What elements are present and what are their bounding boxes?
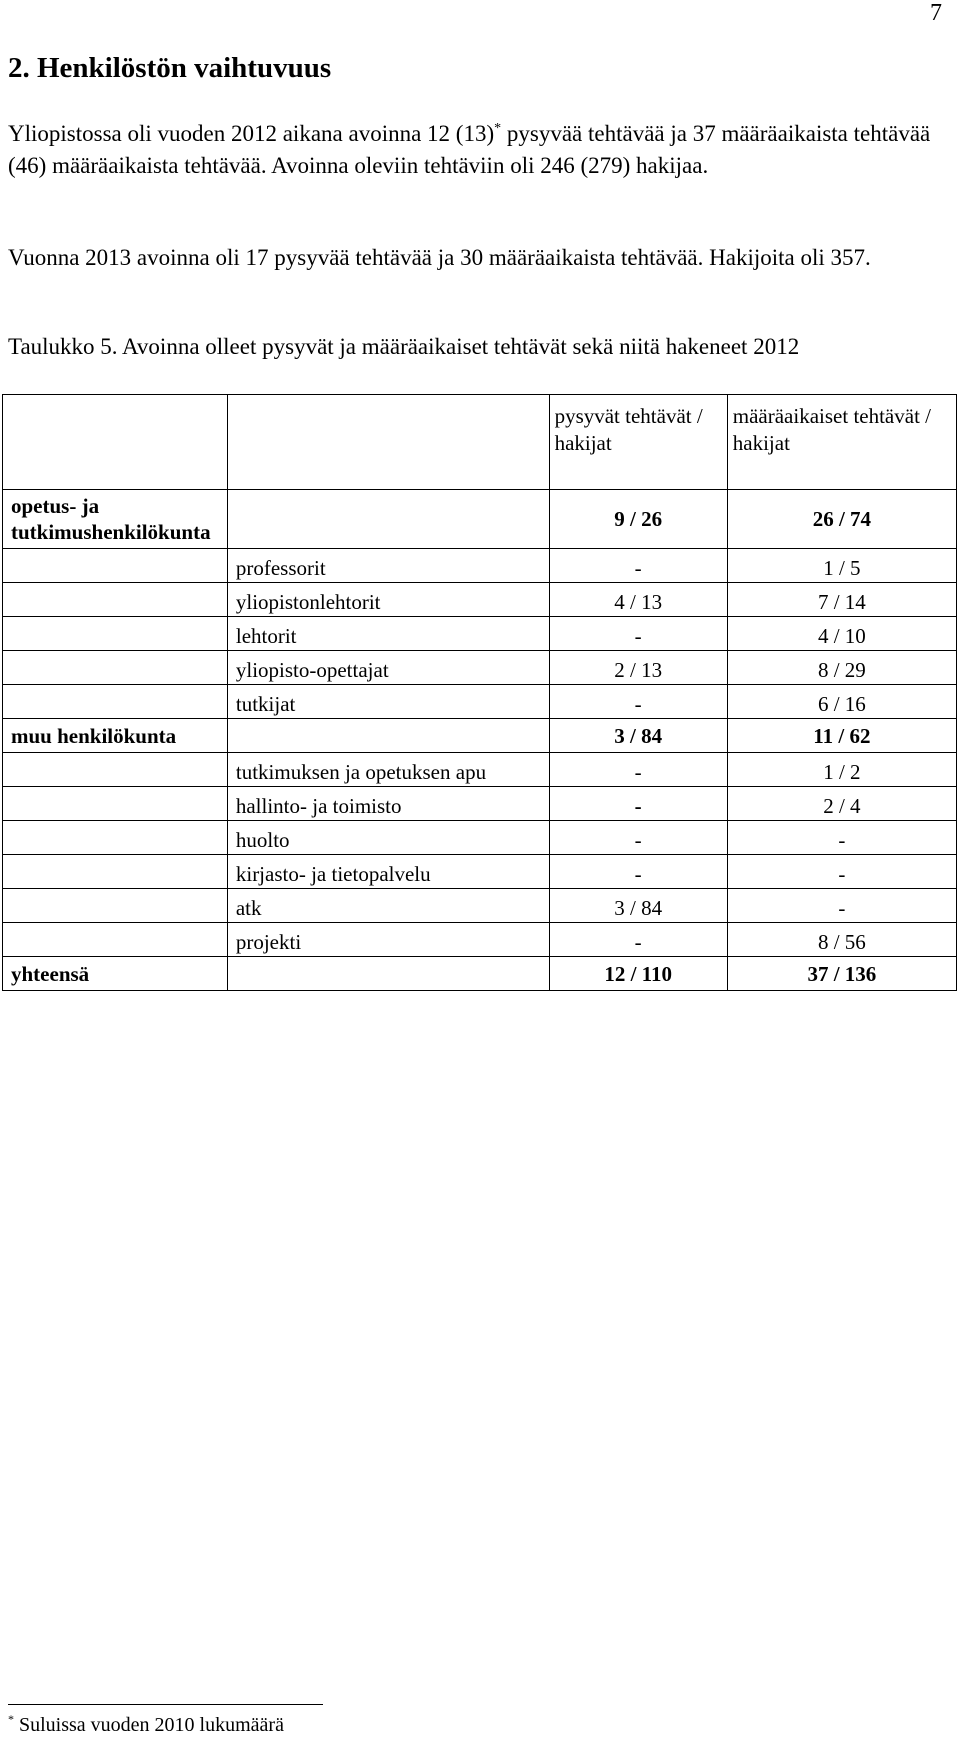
header-empty-cell bbox=[3, 395, 228, 490]
header-fixed-term-label: määräaikaiset tehtävät / hakijat bbox=[732, 404, 931, 455]
fixed-term-cell bbox=[727, 957, 956, 991]
fixed-term-cell bbox=[727, 583, 956, 617]
row-fixed-term-value: 7 / 14 bbox=[817, 590, 866, 614]
total-label: yhteensä bbox=[11, 961, 90, 986]
row-label-cell bbox=[227, 787, 549, 821]
row-fixed-term-value: 1 / 2 bbox=[823, 760, 861, 784]
table-row bbox=[3, 753, 957, 787]
total-row bbox=[3, 957, 957, 991]
row-permanent-value: 4 / 13 bbox=[614, 590, 663, 614]
fixed-term-cell bbox=[727, 821, 956, 855]
row-label: yliopistonlehtorit bbox=[235, 590, 381, 614]
row-label-cell bbox=[227, 651, 549, 685]
table-header-row bbox=[3, 395, 957, 490]
group-fixed-term-value: 11 / 62 bbox=[813, 723, 871, 748]
row-label-cell bbox=[227, 855, 549, 889]
group-label-cell bbox=[3, 719, 228, 753]
row-permanent-value: - bbox=[634, 556, 642, 580]
total-permanent-value: 12 / 110 bbox=[604, 961, 672, 986]
group-label-cell bbox=[3, 490, 228, 549]
footnote-ref: * bbox=[494, 121, 502, 136]
footnote-text: Suluissa vuoden 2010 lukumäärä bbox=[14, 1714, 284, 1736]
footnote-separator bbox=[8, 1704, 323, 1705]
permanent-cell bbox=[549, 651, 727, 685]
row-permanent-value: - bbox=[634, 624, 642, 648]
fixed-term-cell bbox=[727, 855, 956, 889]
row-label: kirjasto- ja tietopalvelu bbox=[235, 862, 431, 886]
row-label-cell bbox=[227, 685, 549, 719]
empty-cell bbox=[3, 651, 228, 685]
empty-cell bbox=[3, 549, 228, 583]
row-permanent-value: 2 / 13 bbox=[614, 658, 663, 682]
permanent-cell bbox=[549, 583, 727, 617]
row-label: tutkimuksen ja opetuksen apu bbox=[235, 760, 487, 784]
permanent-cell bbox=[549, 855, 727, 889]
table-row bbox=[3, 923, 957, 957]
empty-cell bbox=[227, 490, 549, 549]
permanent-cell bbox=[549, 490, 727, 549]
row-permanent-value: - bbox=[634, 794, 642, 818]
row-label: professorit bbox=[235, 556, 326, 580]
row-permanent-value: 3 / 84 bbox=[614, 896, 663, 920]
row-label: huolto bbox=[235, 828, 290, 852]
intro-text-start: Yliopistossa oli vuoden 2012 aikana avoinna 12 (13) bbox=[8, 121, 495, 146]
fixed-term-cell bbox=[727, 889, 956, 923]
permanent-cell bbox=[549, 821, 727, 855]
fixed-term-cell bbox=[727, 787, 956, 821]
table-caption: Taulukko 5. Avoinna olleet pysyvät ja määräaikaiset tehtävät sekä niitä hakeneet 2012 bbox=[8, 334, 800, 359]
group-permanent-value: 9 / 26 bbox=[614, 507, 663, 531]
row-permanent-value: - bbox=[634, 828, 642, 852]
row-permanent-value: - bbox=[634, 930, 642, 954]
empty-cell bbox=[3, 685, 228, 719]
group-label: muu henkilökunta bbox=[11, 723, 177, 748]
group-fixed-term-value: 26 / 74 bbox=[812, 507, 872, 531]
row-label-cell bbox=[227, 889, 549, 923]
intro-paragraph bbox=[8, 118, 956, 182]
footnote-marker: * bbox=[8, 1712, 14, 1726]
fixed-term-cell bbox=[727, 490, 956, 549]
row-fixed-term-value: - bbox=[838, 828, 846, 852]
permanent-cell bbox=[549, 957, 727, 991]
row-label: lehtorit bbox=[235, 624, 297, 648]
fixed-term-cell bbox=[727, 923, 956, 957]
header-permanent bbox=[549, 395, 727, 490]
permanent-cell bbox=[549, 923, 727, 957]
row-fixed-term-value: 8 / 56 bbox=[817, 930, 866, 954]
row-fixed-term-value: 8 / 29 bbox=[817, 658, 866, 682]
row-fixed-term-value: 4 / 10 bbox=[817, 624, 866, 648]
row-permanent-value: - bbox=[634, 760, 642, 784]
table-row bbox=[3, 651, 957, 685]
row-label-cell bbox=[227, 549, 549, 583]
row-fixed-term-value: 6 / 16 bbox=[817, 692, 866, 716]
intro-text-end: pysyvää tehtävää ja 37 määräaikaista tehtävää (46) määräaikaista tehtävää. Avoinna oleviin tehtäviin oli 246 (279) hakijaa. bbox=[8, 121, 931, 178]
fixed-term-cell bbox=[727, 651, 956, 685]
table-row bbox=[3, 855, 957, 889]
total-fixed-term-value: 37 / 136 bbox=[807, 961, 877, 986]
group-permanent-value: 3 / 84 bbox=[614, 723, 663, 748]
empty-cell bbox=[227, 957, 549, 991]
footnote bbox=[8, 1714, 284, 1737]
empty-cell bbox=[3, 889, 228, 923]
permanent-cell bbox=[549, 685, 727, 719]
empty-cell bbox=[3, 787, 228, 821]
row-fixed-term-value: 2 / 4 bbox=[823, 794, 861, 818]
row-permanent-value: - bbox=[634, 692, 642, 716]
row-label-cell bbox=[227, 617, 549, 651]
table-row bbox=[3, 583, 957, 617]
group-label: opetus- ja tutkimushenkilökunta bbox=[11, 494, 211, 544]
total-label-cell bbox=[3, 957, 228, 991]
page-number: 7 bbox=[930, 0, 942, 26]
vacancies-table bbox=[2, 394, 957, 991]
group-row-other-staff bbox=[3, 719, 957, 753]
permanent-cell bbox=[549, 787, 727, 821]
table-row bbox=[3, 549, 957, 583]
empty-cell bbox=[3, 821, 228, 855]
table-row bbox=[3, 821, 957, 855]
row-permanent-value: - bbox=[634, 862, 642, 886]
permanent-cell bbox=[549, 617, 727, 651]
group-row-teaching bbox=[3, 490, 957, 549]
permanent-cell bbox=[549, 719, 727, 753]
empty-cell bbox=[3, 855, 228, 889]
fixed-term-cell bbox=[727, 753, 956, 787]
row-label-cell bbox=[227, 923, 549, 957]
section-heading: 2. Henkilöstön vaihtuvuus bbox=[8, 52, 332, 84]
row-fixed-term-value: 1 / 5 bbox=[823, 556, 861, 580]
row-label: atk bbox=[235, 896, 262, 920]
fixed-term-cell bbox=[727, 719, 956, 753]
empty-cell bbox=[3, 583, 228, 617]
row-fixed-term-value: - bbox=[838, 896, 846, 920]
header-empty-cell bbox=[227, 395, 549, 490]
row-fixed-term-value: - bbox=[838, 862, 846, 886]
permanent-cell bbox=[549, 753, 727, 787]
table-row bbox=[3, 617, 957, 651]
paragraph-2013: Vuonna 2013 avoinna oli 17 pysyvää tehtävää ja 30 määräaikaista tehtävää. Hakijoita oli 357. bbox=[8, 245, 871, 270]
table-row bbox=[3, 685, 957, 719]
header-permanent-label: pysyvät tehtävät / hakijat bbox=[554, 404, 703, 455]
fixed-term-cell bbox=[727, 685, 956, 719]
empty-cell bbox=[3, 753, 228, 787]
header-fixed-term bbox=[727, 395, 956, 490]
row-label: projekti bbox=[235, 930, 302, 954]
row-label-cell bbox=[227, 821, 549, 855]
permanent-cell bbox=[549, 889, 727, 923]
row-label: tutkijat bbox=[235, 692, 296, 716]
table-row bbox=[3, 889, 957, 923]
row-label: hallinto- ja toimisto bbox=[235, 794, 402, 818]
row-label: yliopisto-opettajat bbox=[235, 658, 389, 682]
row-label-cell bbox=[227, 583, 549, 617]
table-row bbox=[3, 787, 957, 821]
fixed-term-cell bbox=[727, 549, 956, 583]
row-label-cell bbox=[227, 753, 549, 787]
fixed-term-cell bbox=[727, 617, 956, 651]
empty-cell bbox=[3, 617, 228, 651]
permanent-cell bbox=[549, 549, 727, 583]
empty-cell bbox=[227, 719, 549, 753]
empty-cell bbox=[3, 923, 228, 957]
